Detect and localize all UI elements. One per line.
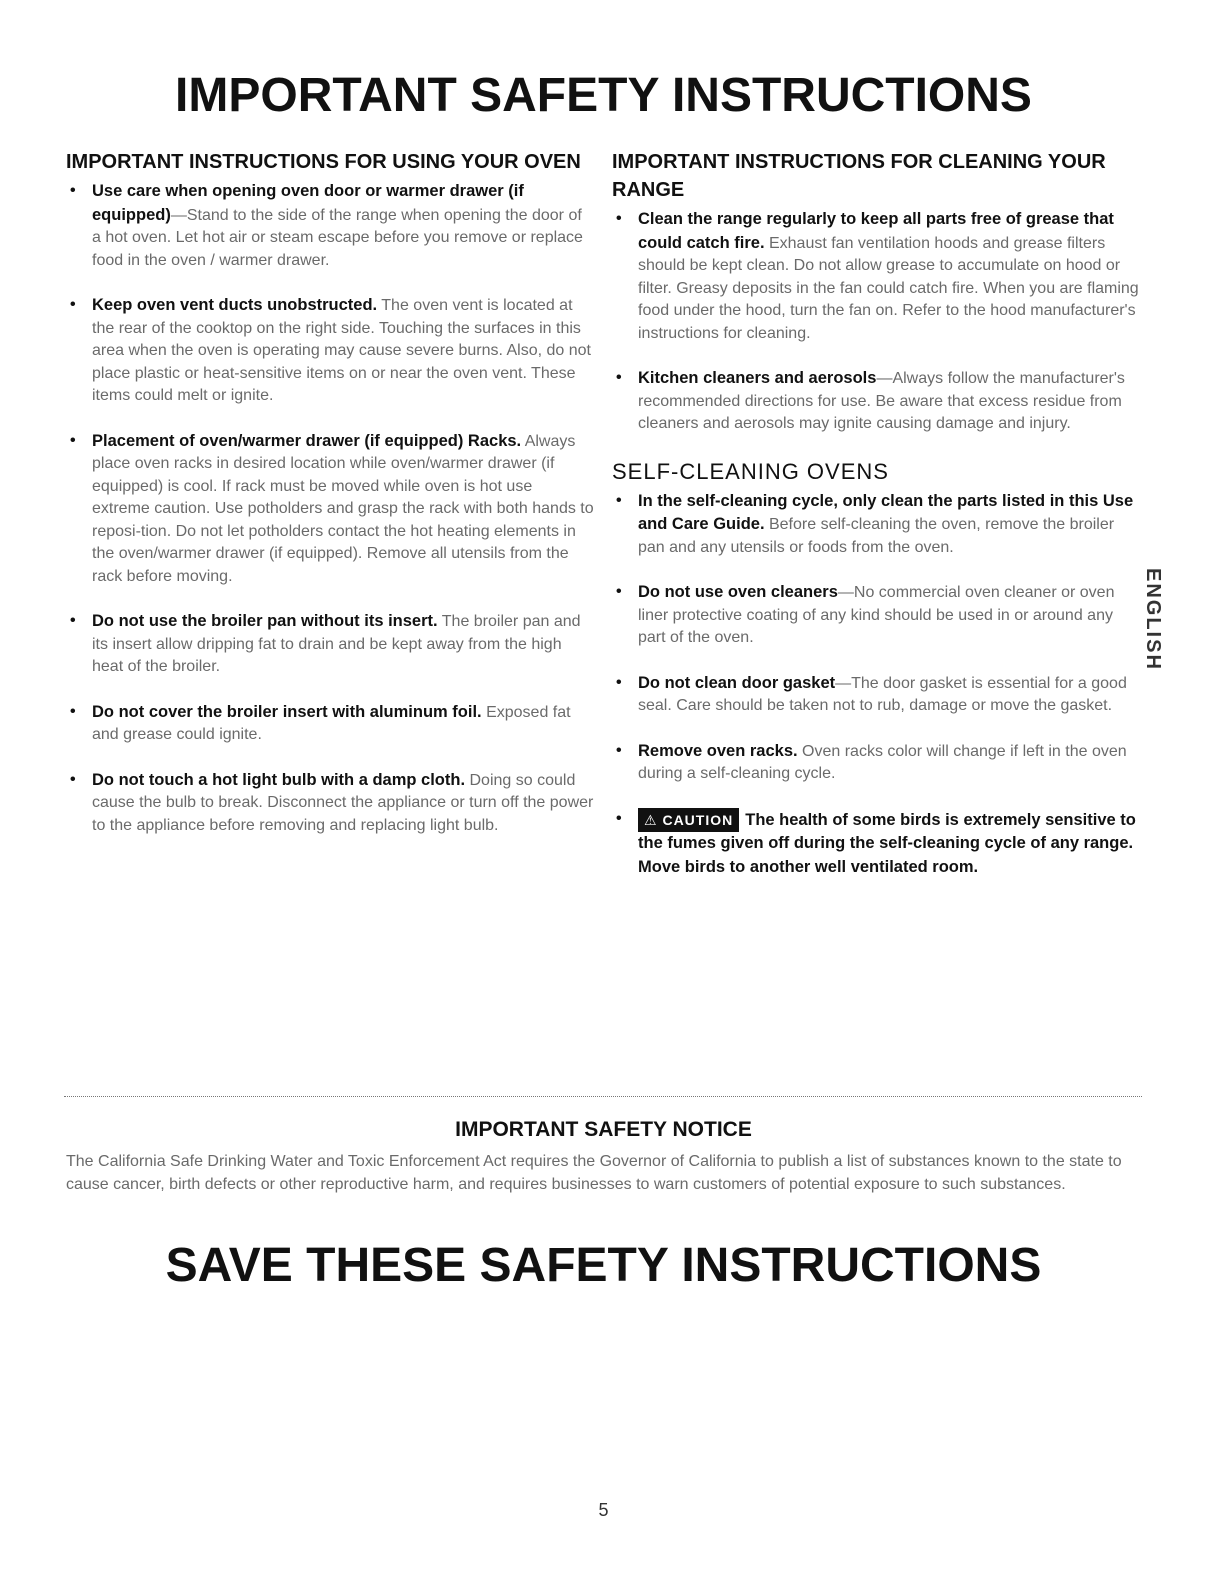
item-text: The oven vent is located at the rear of the cooktop on the right side. Touching the surfaces in this area when the oven is operating may cause severe burns. Also, do not place plastic or heat-sensitive items on or near the oven vent. These items could melt or ignite. xyxy=(92,297,591,404)
caution-label: CAUTION xyxy=(662,811,734,828)
list-item xyxy=(66,180,594,272)
list-item xyxy=(66,294,594,408)
language-tab: ENGLISH xyxy=(1142,568,1164,671)
item-text: Always place oven racks in desired location while oven/warmer drawer (if equipped) is cool. If rack must be moved while oven is hot use extreme caution. Use potholders and grasp the rack with both hands to reposi-tion. Do not let potholders contact the hot heating elements in the oven/warmer drawer (if equipped). Remove all utensils from the rack before moving. xyxy=(92,432,594,585)
item-lead: Kitchen cleaners and aerosols xyxy=(638,369,877,387)
item-text: Before self-cleaning the oven, remove the broiler pan and any utensils or foods from the oven. xyxy=(638,516,1115,556)
list-item xyxy=(612,672,1140,718)
item-lead: Keep oven vent ducts unobstructed. xyxy=(92,296,378,314)
right-column xyxy=(612,148,1140,901)
list-item xyxy=(66,701,594,747)
caution-item xyxy=(612,808,1140,880)
item-lead: Use care when opening oven door or warmer drawer (if equipped) xyxy=(92,182,524,224)
list-item xyxy=(66,769,594,838)
item-text: Doing so could cause the bulb to break. Disconnect the appliance or turn off the power to the appliance before removing and replacing light bulb. xyxy=(92,771,594,834)
list-item xyxy=(66,610,594,679)
cleaning-range-list xyxy=(612,208,1140,436)
item-lead: Do not cover the broiler insert with aluminum foil. xyxy=(92,702,482,721)
section-heading-using-oven: IMPORTANT INSTRUCTIONS FOR USING YOUR OVEN xyxy=(66,151,581,173)
item-text: Oven racks color will change if left in the oven during a self-cleaning cycle. xyxy=(638,742,1127,782)
list-item xyxy=(612,490,1140,560)
item-lead: In the self-cleaning cycle, only clean the parts listed in this Use and Care Guide. xyxy=(638,491,1134,533)
section-heading-self-cleaning: SELF-CLEANING OVENS xyxy=(612,458,889,484)
page-number: 5 xyxy=(598,1500,609,1520)
list-item xyxy=(66,430,594,589)
footer-title: SAVE THESE SAFETY INSTRUCTIONS xyxy=(165,1239,1042,1292)
caution-badge xyxy=(638,808,739,833)
item-lead: Do not touch a hot light bulb with a damp cloth. xyxy=(92,770,466,789)
page-title: IMPORTANT SAFETY INSTRUCTIONS xyxy=(175,69,1032,122)
item-lead: Placement of oven/warmer drawer (if equipped) Racks. xyxy=(92,431,522,450)
list-item xyxy=(612,740,1140,786)
list-item xyxy=(612,208,1140,345)
caution-text: The health of some birds is extremely sensitive to the fumes given off during the self-cleaning cycle of any range. Move birds to another well ventilated room. xyxy=(638,810,1136,876)
item-text: Exposed fat and grease could ignite. xyxy=(92,703,571,743)
item-lead: Clean the range regularly to keep all parts free of grease that could catch fire. xyxy=(638,210,1114,252)
item-text: Exhaust fan ventilation hoods and grease filters should be kept clean. Do not allow grease to accumulate on hood or filter. Greasy deposits in the fan could catch fire. When you are flaming food under the hood, turn the fan on. Refer to the hood manufacturer's instructions for cleaning. xyxy=(638,234,1139,342)
item-text: —The door gasket is essential for a good seal. Care should be taken not to rub, damage or move the gasket. xyxy=(638,674,1127,714)
item-lead: Remove oven racks. xyxy=(638,741,798,760)
item-lead: Do not clean door gasket xyxy=(638,673,836,692)
notice-heading: IMPORTANT SAFETY NOTICE xyxy=(455,1118,752,1141)
item-text: —No commercial oven cleaner or oven liner protective coating of any kind should be used in or around any part of the oven. xyxy=(638,584,1115,646)
using-oven-list xyxy=(66,180,594,837)
item-lead: Do not use the broiler pan without its insert. xyxy=(92,612,438,630)
section-heading-cleaning-range: IMPORTANT INSTRUCTIONS FOR CLEANING YOUR RANGE xyxy=(612,151,1106,201)
notice-text: The California Safe Drinking Water and Toxic Enforcement Act requires the Governor of California to publish a list of substances known to the state to cause cancer, birth defects or other reproductive harm, and requires businesses to warn customers of potential exposure to such substances. xyxy=(66,1153,1122,1193)
divider xyxy=(64,1096,1142,1097)
item-text: —Always follow the manufacturer's recommended directions for use. Be aware that excess residue from cleaners and aerosols may ignite causing damage and injury. xyxy=(638,370,1125,432)
item-text: The broiler pan and its insert allow dripping fat to drain and be kept away from the high heat of the broiler. xyxy=(92,613,581,675)
list-item xyxy=(612,581,1140,650)
left-column xyxy=(66,148,594,859)
warning-icon: ⚠ xyxy=(644,811,658,828)
list-item xyxy=(612,367,1140,436)
item-lead: Do not use oven cleaners xyxy=(638,583,838,601)
item-text: —Stand to the side of the range when opening the door of a hot oven. Let hot air or steam escape before you remove or replace food in the oven / warmer drawer. xyxy=(92,206,583,269)
self-cleaning-list xyxy=(612,490,1140,880)
